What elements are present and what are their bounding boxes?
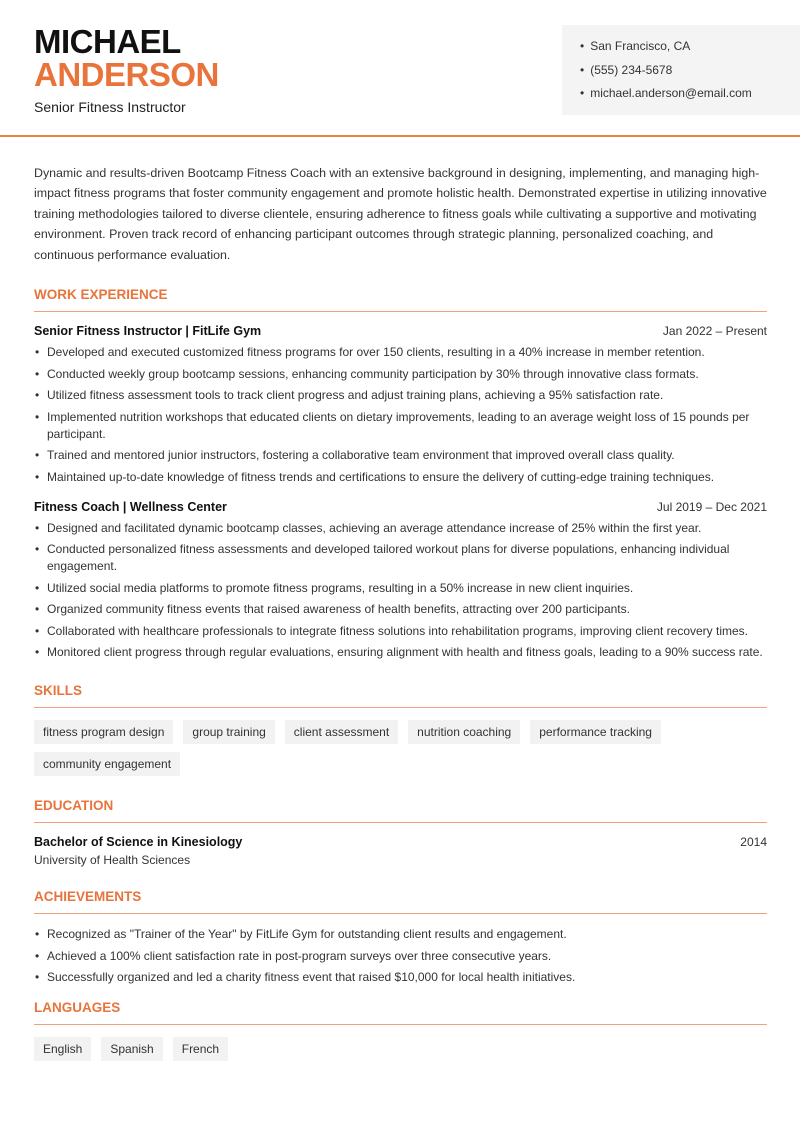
list-item: • Developed and executed customized fitness programs for over 150 clients, resulting in a 40% increase in member retention. [34,344,767,361]
degree: Bachelor of Science in Kinesiology [34,835,243,850]
summary: Dynamic and results-driven Bootcamp Fitness Coach with an extensive background in designing, implementing, and managing high-impact fitness programs that foster community engagement and promote holistic health. Demonstrated expertise in utilizing innovative training methodologies tailored to diverse clientele, ensuring adherence to fitness goals while cultivating a supportive and motivating environment. Proven track record of enhancing participant outcomes through strategic planning, personalized coaching, and continuous performance evaluation. [34,166,767,262]
list-item: • Maintained up-to-date knowledge of fitness trends and certifications to ensure the delivery of cutting-edge training techniques. [34,469,767,486]
job-header [34,324,767,338]
skill-tag: nutrition coaching [408,720,520,744]
contact-email[interactable]: • michael.anderson@email.com [580,86,800,110]
job-dates: Jan 2022 – Present [662,324,767,339]
job-title: Senior Fitness Instructor | FitLife Gym [34,324,262,339]
list-item: • Utilized social media platforms to promote fitness programs, resulting in a 50% increase in new client inquiries. [34,580,767,597]
section-heading: ACHIEVEMENTS [34,889,767,914]
list-item: • Organized community fitness events that raised awareness of health benefits, attracting over 200 participants. [34,601,767,618]
language-tag: French [173,1037,228,1061]
job-dates: Jul 2019 – Dec 2021 [656,499,767,514]
list-item: • Trained and mentored junior instructors, fostering a collaborative team environment that improved overall class quality. [34,447,767,464]
school: University of Health Sciences [34,853,191,868]
list-item: • Recognized as "Trainer of the Year" by FitLife Gym for outstanding client results and engagement. [34,926,767,943]
list-item: • Conducted personalized fitness assessments and developed tailored workout plans for diverse populations, enhancing individual engagement. [34,541,767,575]
section-heading: LANGUAGES [34,1000,767,1025]
achievements-section [34,889,767,986]
language-tag: Spanish [101,1037,162,1061]
last-name: ANDERSON [34,56,219,93]
list-item: • Designed and facilitated dynamic bootcamp classes, achieving an average attendance increase of 25% within the first year. [34,520,767,537]
job-title: Senior Fitness Instructor [34,99,186,115]
list-item: • Implemented nutrition workshops that educated clients on dietary improvements, leading to an average weight loss of 15 pounds per participant. [34,409,767,443]
contact-location: • San Francisco, CA [580,39,800,63]
list-item: • Successfully organized and led a charity fitness event that raised $10,000 for local health initiatives. [34,969,767,986]
job-bullets [34,344,767,486]
contact-phone: • (555) 234-5678 [580,63,800,87]
section-heading: SKILLS [34,683,767,708]
skills-section [34,683,767,776]
section-heading: WORK EXPERIENCE [34,287,767,312]
resume-header [0,0,800,137]
list-item: • Achieved a 100% client satisfaction rate in post-program surveys over three consecutive years. [34,948,767,965]
list-item: • Monitored client progress through regular evaluations, ensuring alignment with health and fitness goals, leading to a 90% success rate. [34,644,767,661]
resume-body [34,163,767,1061]
education-section [34,798,767,867]
contact-box [562,25,800,115]
list-item: • Utilized fitness assessment tools to track client progress and adjust training plans, achieving a 95% satisfaction rate. [34,387,767,404]
skill-tag: performance tracking [530,720,661,744]
job-title: Fitness Coach | Wellness Center [34,499,227,514]
skill-tag: community engagement [34,752,180,776]
job-header [34,500,767,514]
skill-tag: group training [183,720,274,744]
section-heading: EDUCATION [34,798,767,823]
skill-tag: fitness program design [34,720,173,744]
languages-section [34,1000,767,1061]
language-tag: English [34,1037,91,1061]
list-item: • Conducted weekly group bootcamp sessions, enhancing community participation by 30% through innovative class formats. [34,366,767,383]
job-bullets [34,520,767,662]
skill-tag: client assessment [285,720,398,744]
first-name: MICHAEL [34,23,181,60]
work-experience-section [34,287,767,661]
education-year: 2014 [740,835,767,850]
list-item: • Collaborated with healthcare professionals to integrate fitness solutions into rehabilitation programs, improving client recovery times. [34,623,767,640]
